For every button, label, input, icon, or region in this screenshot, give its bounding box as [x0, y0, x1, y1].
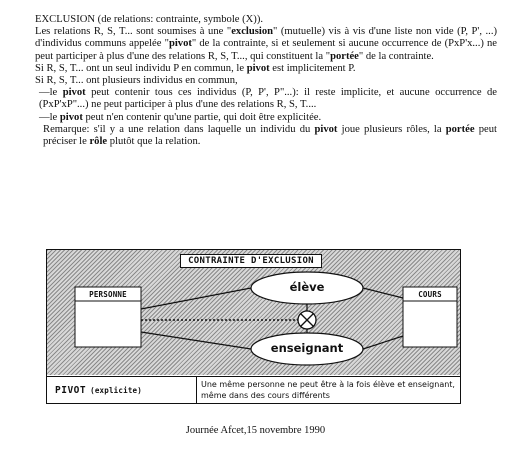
relation-label-eleve: élève	[289, 280, 325, 294]
text-span: Remarque: s'il y a une relation dans laquelle un individu du	[43, 123, 315, 135]
bullet-all-individuals	[35, 87, 497, 111]
text-span: joue plusieurs rôles, la	[337, 123, 446, 135]
footer-caption: Journée Afcet,15 novembre 1990	[185, 425, 326, 436]
pivot-title: PIVOT	[55, 385, 87, 396]
text-span: " de la contrainte, si et seulement si aucune occurrence de (PxP'x...) ne peut participer à plus d'une des relations R, S, T..., qui constituent la "	[35, 38, 498, 62]
paragraph-title	[35, 14, 497, 26]
diagram-shapes	[47, 250, 460, 376]
term-pivot: pivot	[314, 123, 338, 135]
text-span: " (mutuelle) vis à vis d'une liste non vide (P, P', ...) d'individus communs appelée "	[35, 26, 497, 50]
text-span: peut préciser le	[43, 123, 497, 148]
entity-label-personne: PERSONNE	[89, 290, 127, 299]
pivot-label	[55, 385, 142, 396]
text-span: Les relations R, S, T... sont soumises à une "	[35, 26, 232, 38]
pivot-qualifier: (explicite)	[90, 386, 142, 395]
term-pivot: pivot	[62, 87, 86, 99]
bullet-partial	[35, 112, 497, 124]
pivot-description: Une même personne ne peut être à la fois élève et enseignant, même dans des cours différents	[201, 380, 455, 400]
relation-label-enseignant: enseignant	[270, 341, 344, 355]
pivot-divider	[196, 377, 197, 404]
text-span: " de la contrainte.	[358, 50, 434, 62]
paragraph-multiple-individuals: Si R, S, T... ont plusieurs individus en commun,	[35, 75, 238, 87]
text-span: peut contenir tous ces individus (P, P', P"...): il reste implicite, et aucune occurrence de (PxP'xP"...) ne peut participer à plus d'une des relations R, S, T....	[39, 87, 498, 111]
text-span: —le	[39, 87, 63, 99]
entity-label-cours: COURS	[418, 290, 442, 299]
paragraph-remark	[35, 124, 497, 148]
term-pivot: pivot	[246, 62, 270, 74]
term-exclusion: EXCLUSION	[35, 14, 96, 25]
term-portee: portée	[330, 50, 359, 62]
diagram-title: CONTRAINTE D'EXCLUSION	[180, 254, 322, 268]
link-enseignant-cours	[363, 336, 403, 349]
term-pivot: pivot	[59, 111, 83, 123]
link-personne-eleve	[141, 288, 251, 309]
link-eleve-cours	[363, 288, 403, 298]
text-span: plutôt que la relation.	[107, 136, 201, 148]
pivot-legend	[47, 376, 460, 404]
term-role: rôle	[89, 136, 108, 148]
title-rest: (de relations: contrainte, symbole (X)).	[95, 14, 264, 25]
term-exclusion-bold: exclusion	[231, 26, 274, 38]
exclusion-diagram	[46, 249, 461, 404]
paragraph-single-individual	[35, 63, 497, 75]
paragraph-definition	[35, 26, 497, 63]
text-span: —le	[39, 111, 60, 123]
text-span: peut n'en contenir qu'une partie, qui doit être explicitée.	[82, 111, 322, 123]
term-portee: portée	[445, 123, 475, 135]
text-span: est implicitement P.	[269, 62, 356, 74]
definition-text	[35, 14, 497, 148]
text-span: Si R, S, T... ont un seul individu P en commun, le	[35, 62, 247, 74]
term-pivot: pivot	[168, 38, 192, 50]
link-personne-enseignant	[141, 332, 251, 349]
